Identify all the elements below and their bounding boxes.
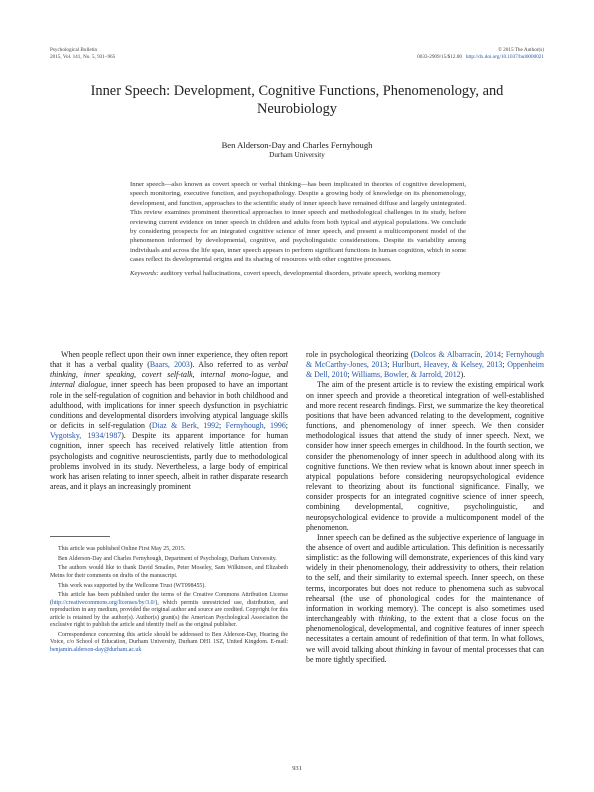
author-notes (50, 546, 288, 657)
text: ), which permits unrestricted use, distribution, and reproduction in any medium, provided the original author and source are credited. Copyright for this article is retained by the author(s). Author(s) grant(s) the American Psychological Association the exclusive right to publish the article and identify itself as the original publisher. (50, 599, 288, 629)
license-note (50, 592, 288, 630)
citation-link[interactable]: Baars, 2003 (149, 360, 190, 370)
italic-term: thinking (378, 614, 405, 624)
intro-paragraph-3 (306, 533, 544, 665)
citation-link[interactable]: Oppenheim & Dell, 2010 (306, 360, 545, 380)
separator: ; (219, 421, 226, 431)
copyright-notice: © 2015 The Author(s) (497, 47, 544, 53)
footnote: This work was supported by the Wellcome Trust (WT098455). (58, 582, 206, 589)
citation-link[interactable]: Hurlburt, Heavey, & Kelsey, 2013 (392, 360, 503, 370)
text: ). Also referred to as (189, 360, 268, 370)
issn: 0033-2909/15/$12.00 (417, 53, 462, 60)
intro-paragraph-2: The aim of the present article is to review the existing empirical work on inner speech and provide a theoretical integration of well-established and more recent research findings. First, we summarize the key theoretical positions that have been advanced relating to the development, cognitive functions, and phenomenology of inner speech. We then consider methodological issues that attend the study of inner speech. Next, we consider how inner speech emerges in childhood. In the fourth section, we consider the phenomenology of inner speech in adulthood along with its cognitive functions. We then review what is known about inner speech in atypical populations before considering neuropsychological evidence relevant to theorizing about its functional significance. Finally, we consider prospects for an integrated cognitive science of inner speech, combining developmental, cognitive, psycholinguistic, and neuropsychological evidence to provide a multicomponent model of the phenomenon. (306, 380, 544, 532)
italic-term: internal dialogue (50, 380, 106, 390)
text: Inner speech can be defined as the subjective experience of language in the absence of overt and audible articulation. This definition is necessarily simplistic: as the following will demonstrate, experiences of this kind vary widely in their phenomenology, their addressivity to others, their relation to the self, and their similarity to external speech. Inner speech, on these terms, incorporates but does not reduce to phenomena such as subvocal rehearsal (the use of phonological codes for the maintenance of information in working memory). The concept is also sometimes used interchangeably with (306, 532, 544, 624)
article-title: Inner Speech: Development, Cognitive Functions, Phenomenology, and Neurobiology (90, 83, 504, 117)
citation-link[interactable]: Vygotsky, 1934/1987 (50, 431, 122, 441)
correspondence-note (50, 632, 288, 655)
citation-link[interactable]: Diaz & Berk, 1992 (151, 421, 220, 431)
article-authors: Ben Alderson-Day and Charles Fernyhough (221, 140, 373, 150)
italic-term: verbal thinking, inner speaking, covert self-talk, internal mono-logue, (50, 360, 288, 380)
footnote: The authors would like to thank David Smailes, Peter Moseley, Sam Wilkinson, and Elizabeth Meins for their comments on drafts of the manuscript. (50, 565, 288, 579)
text: , to the extent that a close focus on the phenomenological, developmental, and cognitive features of inner speech necessitates a certain amount of redefinition of that term. In what follows, we will avoid talking about (306, 614, 544, 654)
text: This article has been published under the terms of the Creative Commons Attribution License ( (50, 592, 288, 606)
text: and (270, 370, 288, 380)
volume-info: 2015, Vol. 141, No. 5, 931–965 (50, 53, 116, 60)
abstract: Inner speech—also known as covert speech or verbal thinking—has been implicated in theories of cognitive development, speech monitoring, executive function, and psychopathology. Despite a growing body of knowledge on its phenomenology, development, and function, approaches to the scientific study of inner speech have remained diffuse and largely unintegrated. This review examines prominent theoretical approaches to inner speech and methodological challenges in its study, before reviewing current evidence on inner speech in children and adults from both typical and atypical populations. We conclude by considering prospects for an integrated cognitive science of inner speech, and present a multicomponent model of the phenomenon informed by developmental, cognitive, and psycholinguistic considerations. Despite its variability among individuals and across the life span, inner speech appears to perform significant functions in human cognition, which in some cases reflect its developmental origins and its sharing of resources with other cognitive processes. (130, 181, 466, 264)
citation-link[interactable]: Fernyhough & McCarthy-Jones, 2013 (306, 350, 544, 370)
separator: ; (501, 350, 506, 359)
footnote: This article was published Online First May 25, 2015. (58, 546, 186, 552)
keywords-label: Keywords: (130, 270, 159, 277)
footnote: Ben Alderson-Day and Charles Fernyhough, Department of Psychology, Durham University. (58, 555, 277, 562)
separator: ; (285, 421, 288, 431)
citation-link[interactable]: Williams, Bowler, & Jarrold, 2012 (351, 370, 461, 380)
text: ). Despite its apparent importance for human cognition, inner speech has received relatively little attention from psychologists and cognitive neuroscientists, partly due to methodological problems involved in its study. Nevertheless, a large body of empirical work has arisen relating to inner speech, albeit in rather disparate research areas, and it plays an increasingly prominent (50, 431, 289, 492)
right-column (306, 350, 544, 665)
text: in favour of mental processes that can be more tightly specified. (306, 644, 544, 664)
italic-term: thinking (395, 644, 422, 654)
doi-link[interactable]: http://dx.doi.org/10.1037/bul0000021 (465, 53, 544, 60)
keywords (130, 269, 466, 278)
issn-doi-line (417, 54, 544, 61)
license-link[interactable]: http://creativecommons.org/licenses/by/3.0/ (51, 599, 156, 606)
intro-paragraph-1-continued (306, 350, 544, 380)
separator: ; (387, 360, 393, 370)
journal-name: Psychological Bulletin (50, 47, 98, 53)
separator: ; (502, 360, 508, 370)
text: role in psychological theorizing ( (306, 350, 414, 359)
email-link[interactable]: benjamin.alderson-day@durham.ac.uk (50, 646, 142, 653)
keywords-list: auditory verbal hallucinations, covert speech, developmental disorders, private speech, working memory (160, 270, 441, 277)
running-header-left (50, 47, 115, 60)
footnote-rule (50, 536, 110, 537)
text: , inner speech has been proposed to have an important role in the self-regulation of cognition and behavior in both childhood and adulthood, with implications for inner speech dysfunction in psychiatric conditions and developmental disorders involving atypical language skills or deficits in self-regulation ( (50, 380, 288, 431)
text: When people reflect upon their own inner experience, they often report that it has a verbal quality ( (50, 350, 288, 370)
text: ). (460, 370, 466, 380)
page-number: 931 (292, 765, 302, 772)
citation-link[interactable]: Fernyhough, 1996 (225, 421, 286, 431)
running-header-right (417, 47, 544, 60)
left-column (50, 350, 288, 492)
intro-paragraph-1 (50, 350, 288, 492)
citation-link[interactable]: Dolcos & Albarracín, 2014 (413, 350, 501, 359)
text: Correspondence concerning this article should be addressed to Ben Alderson-Day, Hearing the Voice, c/o School of Education, Durham University, Durham DH1 1SZ, United Kingdom. E-mail: (50, 631, 288, 646)
author-affiliation: Durham University (269, 151, 325, 159)
separator: ; (347, 370, 352, 380)
